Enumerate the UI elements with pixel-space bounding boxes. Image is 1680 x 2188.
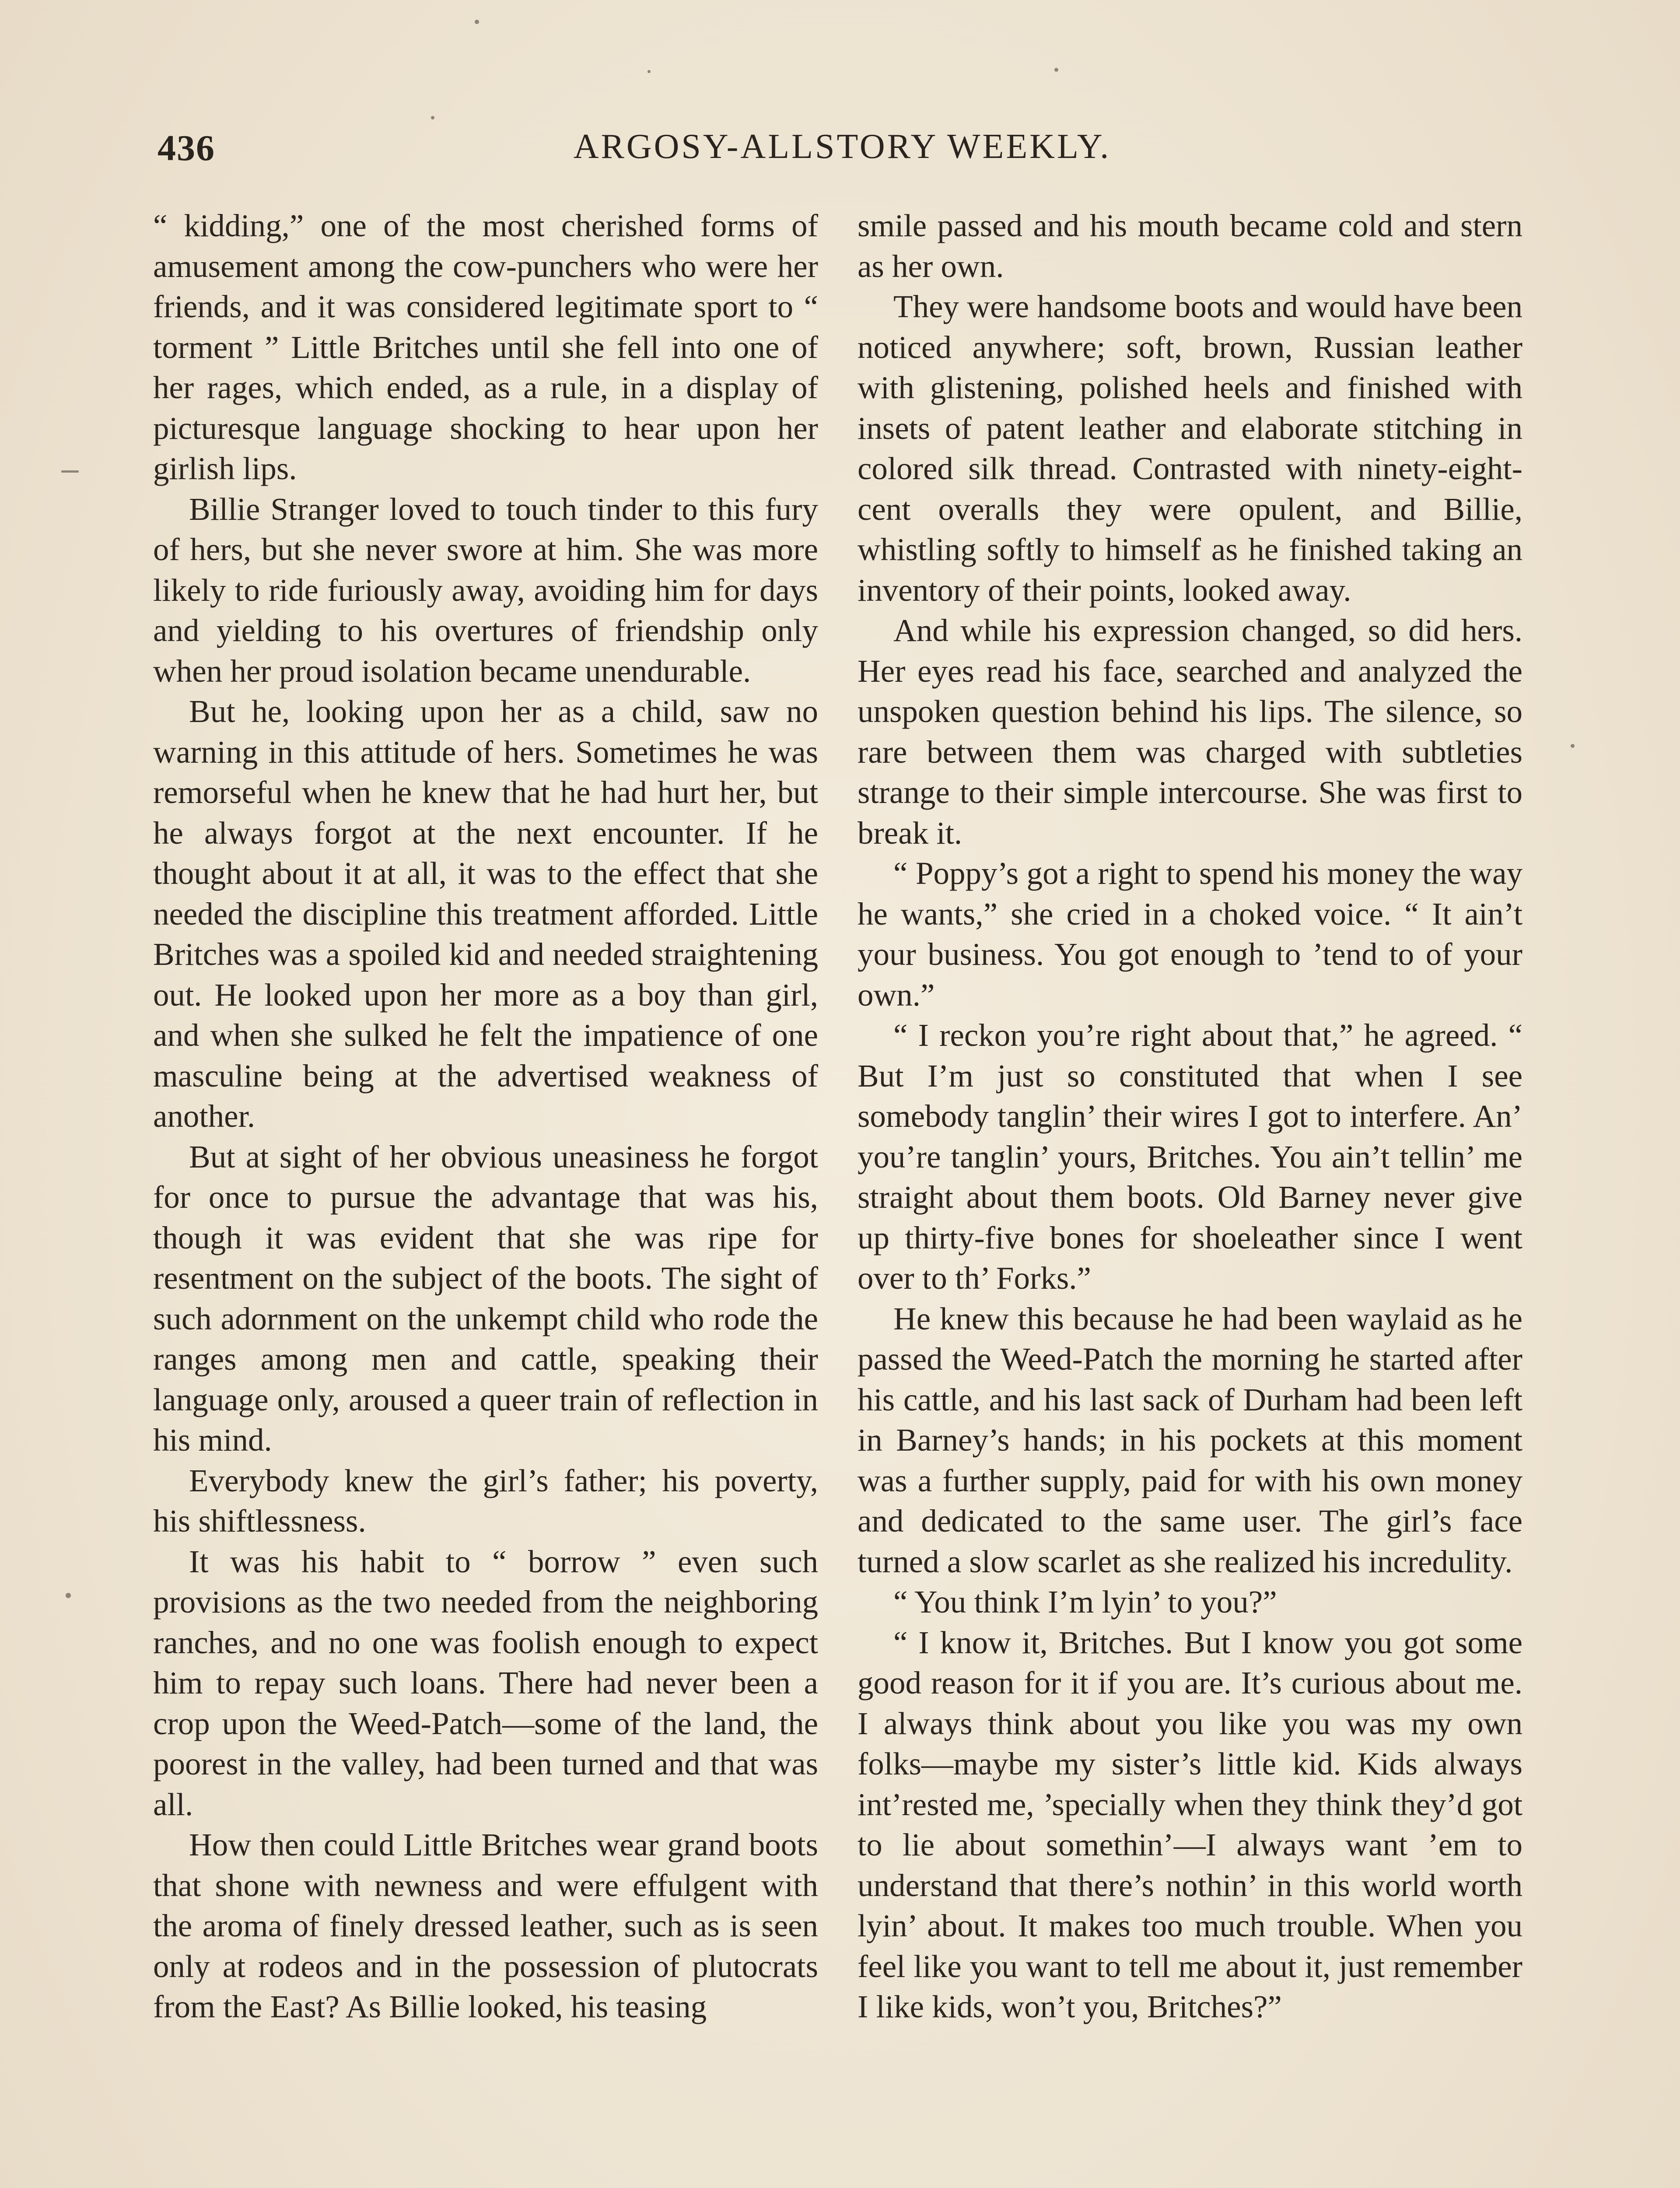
paper-speck [66, 1593, 71, 1598]
left-column [153, 206, 818, 2027]
paragraph: “ I know it, Britches. But I know you got some good reason for it if you are. It’s curious about me. I always think about you like you was my own folks—maybe my sister’s little kid. Kids always int’rested me, ’specially when they think they’d got to lie about somethin’—I always want ’em to understand that there’s nothin’ in this world worth lyin’ about. It makes too much trouble. When you feel like you want to tell me about it, just remember I like kids, won’t you, Britches?” [858, 1624, 1522, 2024]
paragraph: But he, looking upon her as a child, saw no warning in this attitude of hers. Sometimes he was remorseful when he knew that he had hurt her, but he always forgot at the next encounter. If he thought about it at all, it was to the effect that she needed the discipline this treatment afforded. Little Britches was a spoiled kid and needed straightening out. He looked upon her more as a boy than girl, and when she sulked he felt the impatience of one masculine being at the advertised weakness of another. [153, 694, 818, 1134]
page-number: 436 [158, 128, 215, 168]
right-column [858, 206, 1522, 2027]
paper-speck [431, 116, 434, 119]
paragraph: It was his habit to “ borrow ” even such provisions as the two needed from the neighboring ranches, and no one was foolish enough to expect him to repay such loans. There had never been a crop upon the Weed-Patch—some of the land, the poorest in the valley, had been turned and that was all. [153, 1543, 818, 1822]
paragraph: He knew this because he had been waylaid as he passed the Weed-Patch the morning he started after his cattle, and his last sack of Durham had been left in Barney’s hands; in his pockets at this moment was a further supply, paid for with his own money and dedicated to the same user. The girl’s face turned a slow scarlet as she realized his incredulity. [858, 1301, 1522, 1579]
paragraph: Billie Stranger loved to touch tinder to this fury of hers, but she never swore at him. She was more likely to ride furiously away, avoiding him for days and yielding to his overtures of friendship only when her proud isolation became unendurable. [153, 491, 818, 689]
paper-speck [648, 70, 651, 73]
paragraph: But at sight of her obvious uneasiness he forgot for once to pursue the advantage that was his, though it was evident that she was ripe for resentment on the subject of the boots. The sight of such adornment on the unkempt child who rode the ranges among men and cattle, speaking their language only, aroused a queer train of reflection in his mind. [153, 1139, 818, 1458]
paper-speck [1054, 68, 1058, 72]
paper-speck [475, 20, 479, 24]
paragraph: “ kidding,” one of the most cherished forms of amusement among the cow-punchers who were her friends, and it was considered legitimate sport to “ torment ” Little Britches until she fell into one of her rages, which ended, as a rule, in a display of picturesque language shocking to hear upon her girlish lips. [153, 208, 818, 486]
paragraph: They were handsome boots and would have been noticed anywhere; soft, brown, Russian leather with glistening, polished heels and finished with insets of patent leather and elaborate stitching in colored silk thread. Contrasted with ninety-eight-cent overalls they were opulent, and Billie, whistling softly to himself as he finished taking an inventory of their points, looked away. [858, 289, 1522, 608]
paragraph: smile passed and his mouth became cold and stern as her own. [858, 208, 1522, 284]
paragraph: How then could Little Britches wear grand boots that shone with newness and were effulgent with the aroma of finely dressed leather, such as is seen only at rodeos and in the possession of plutocrats from the East? As Billie looked, his teasing [153, 1827, 818, 2024]
paragraph: Everybody knew the girl’s father; his poverty, his shiftlessness. [153, 1462, 818, 1539]
page-header [158, 127, 1527, 179]
paper-speck [1571, 744, 1575, 748]
paper-speck [61, 470, 79, 473]
running-head: ARGOSY-ALLSTORY WEEKLY. [573, 127, 1111, 166]
paragraph: “ You think I’m lyin’ to you?” [893, 1584, 1277, 1620]
paragraph: “ Poppy’s got a right to spend his money the way he wants,” she cried in a choked voice. “ It ain’t your business. You got enough to ’tend to of your own.” [858, 856, 1522, 1013]
paragraph: And while his expression changed, so did hers. Her eyes read his face, searched and analyzed the unspoken question behind his lips. The silence, so rare between them was charged with subtleties strange to their simple intercourse. She was first to break it. [858, 613, 1522, 851]
paragraph: “ I reckon you’re right about that,” he agreed. “ But I’m just so constituted that when I see somebody tanglin’ their wires I got to interfere. An’ you’re tanglin’ yours, Britches. You ain’t tellin’ me straight about them boots. Old Barney never give up thirty-five bones for shoeleather since I went over to th’ Forks.” [858, 1017, 1522, 1296]
